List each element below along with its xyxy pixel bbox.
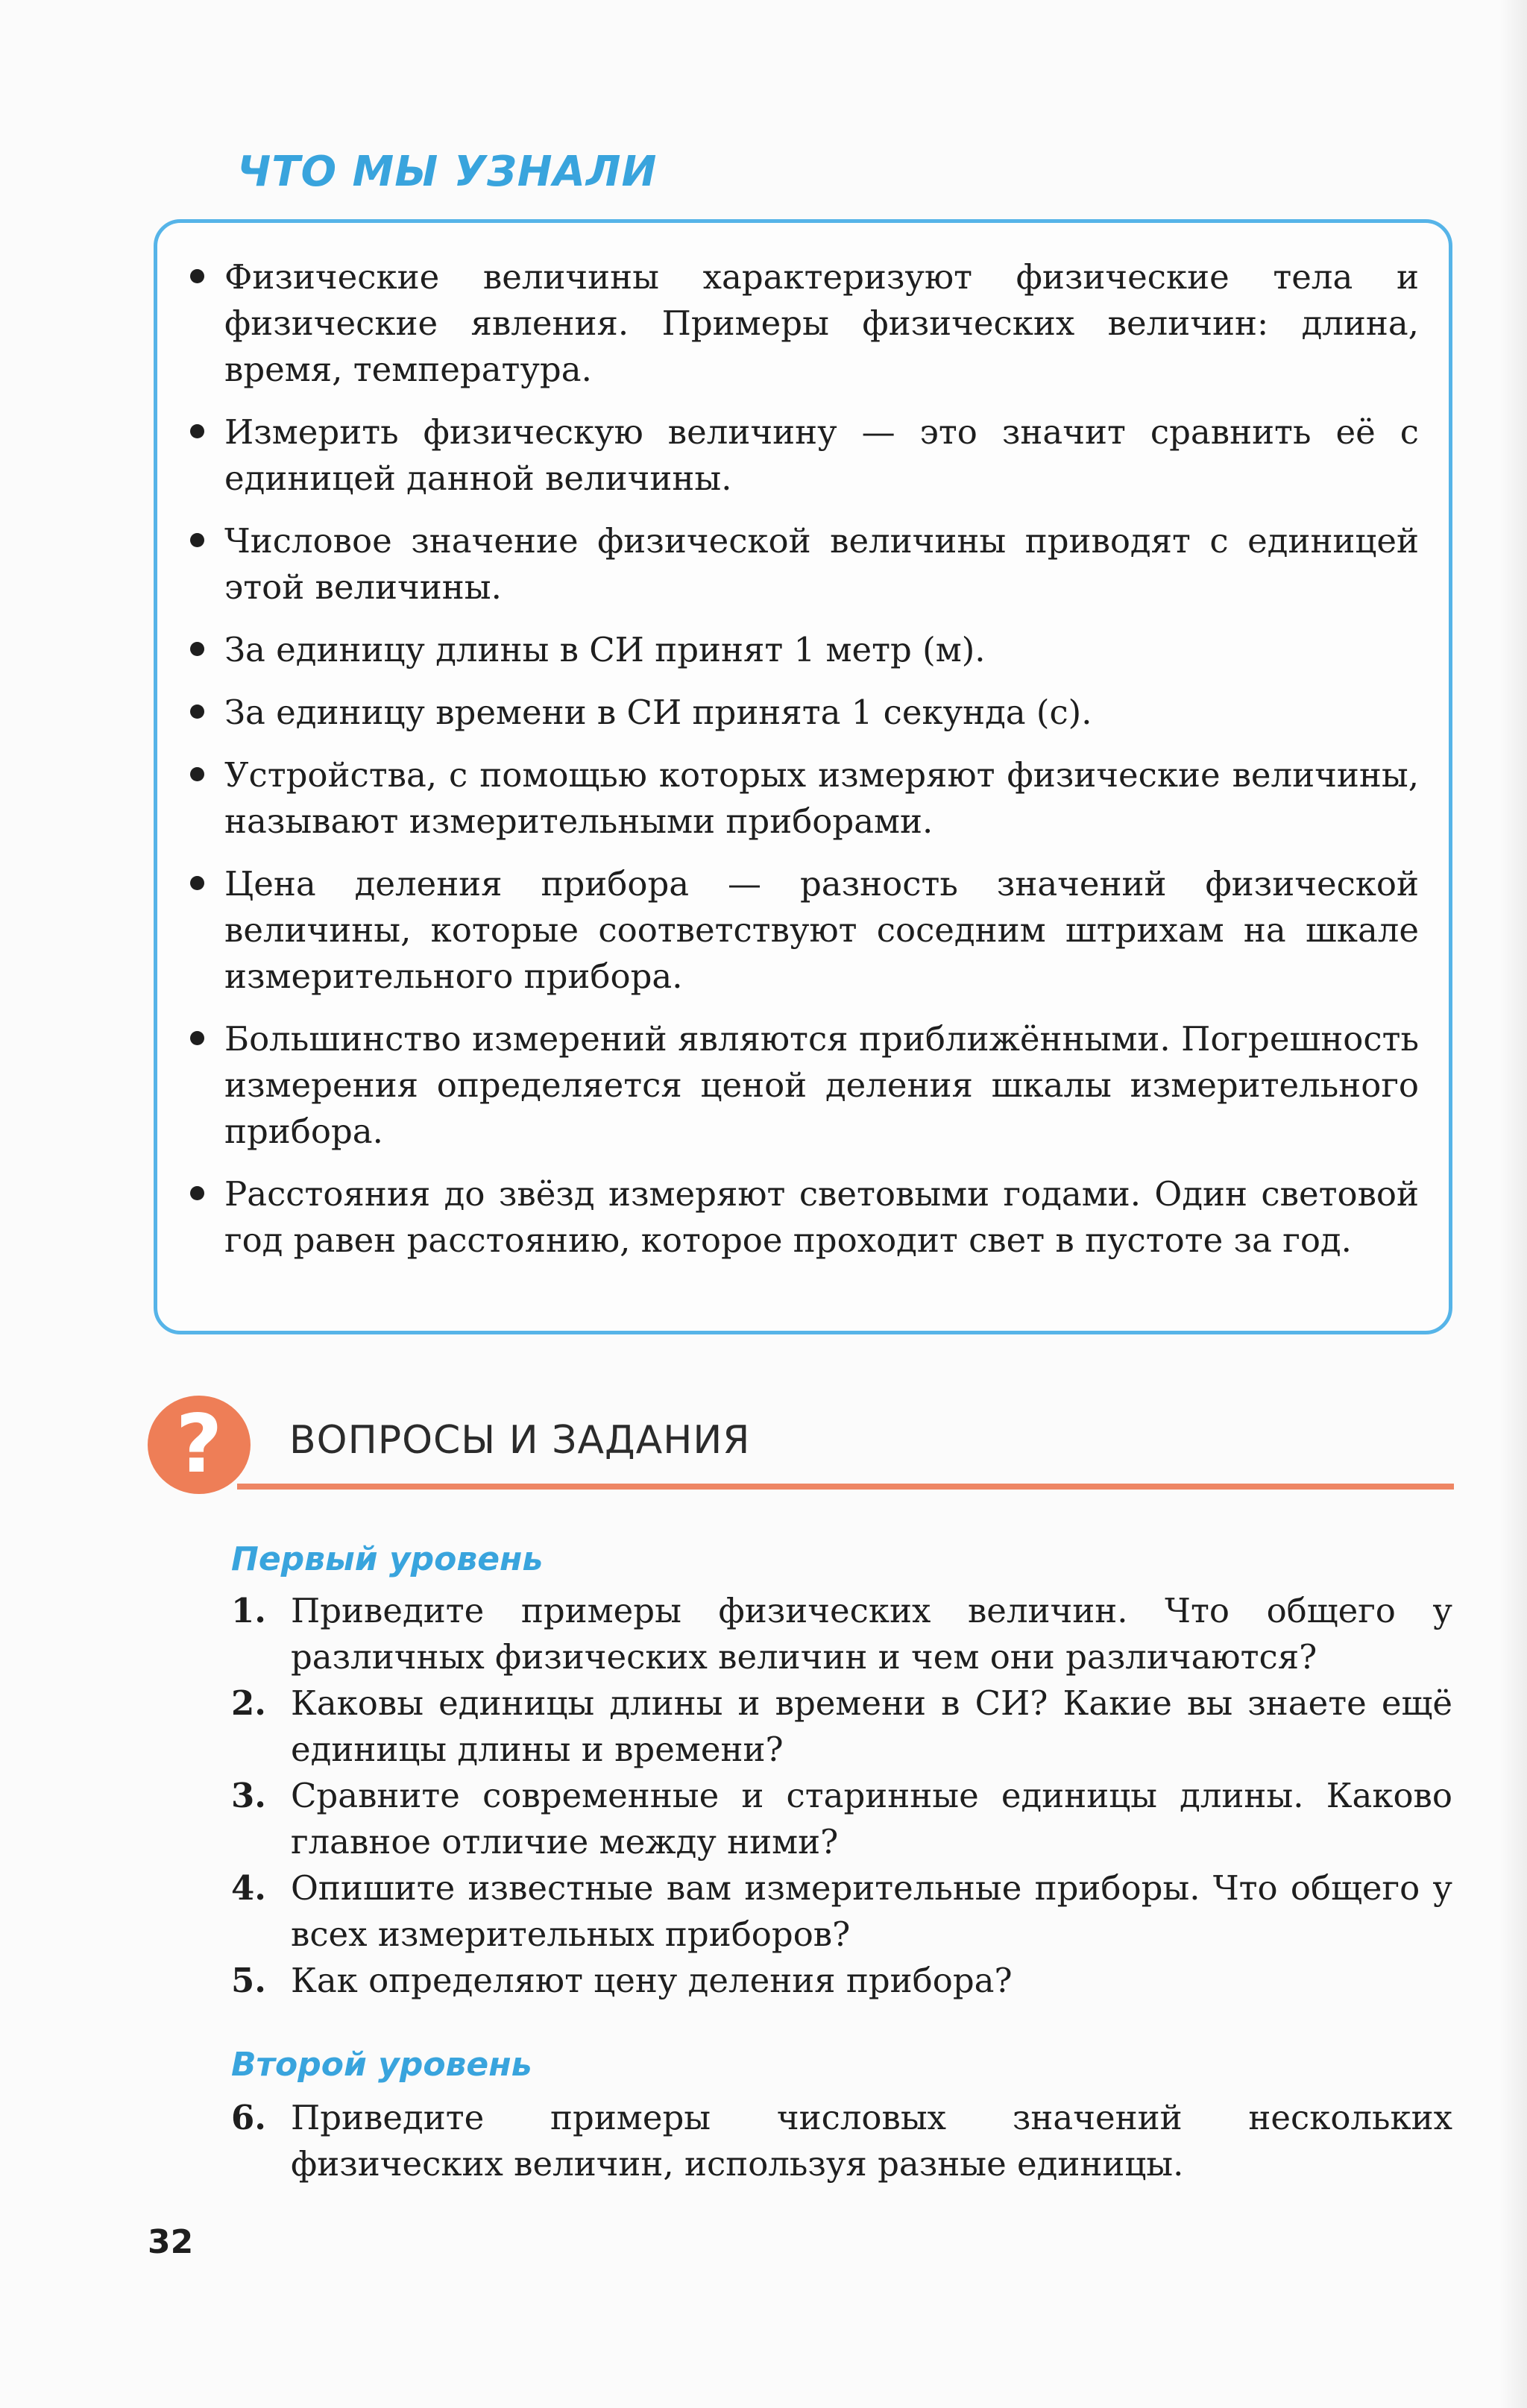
summary-item-text: За единицу времени в СИ принята 1 секунда (с). [224, 693, 1092, 732]
task-item [224, 1680, 1452, 1773]
page-edge-shadow [1500, 0, 1527, 2408]
section-divider [237, 1484, 1454, 1490]
summary-item-text: Измерить физическую величину — это значит сравнить её с единицей данной величины. [224, 412, 1419, 498]
summary-item [187, 752, 1419, 845]
bullet-icon [190, 876, 204, 890]
summary-item [187, 409, 1419, 502]
task-item [224, 1865, 1452, 1958]
task-text: Сравните современные и старинные единицы длины. Каково главное отличие между ними? [291, 1776, 1452, 1862]
task-number: 2. [231, 1683, 266, 1723]
summary-box [154, 219, 1452, 1334]
task-item [224, 1773, 1452, 1865]
bullet-icon [190, 269, 204, 283]
task-list-first [224, 1588, 1452, 2004]
task-text: Приведите примеры числовых значений нескольких физических величин, используя разные единицы. [291, 2098, 1452, 2184]
summary-item-text: Устройства, с помощью которых измеряют физические величины, называют измерительными приборами. [224, 755, 1419, 841]
bullet-icon [190, 642, 204, 656]
summary-item-text: Цена деления прибора — разность значений физической величины, которые соответствуют соседним штрихам на шкале измерительного прибора. [224, 864, 1419, 996]
summary-list [187, 254, 1419, 1280]
task-number: 6. [231, 2098, 266, 2137]
task-item [224, 1958, 1452, 2004]
bullet-icon [190, 705, 204, 719]
summary-item [187, 1171, 1419, 1264]
page-number: 32 [148, 2223, 194, 2261]
task-number: 5. [231, 1961, 266, 2000]
questions-title: ВОПРОСЫ И ЗАДАНИЯ [289, 1418, 751, 1463]
task-item [224, 2095, 1452, 2187]
bullet-icon [190, 1186, 204, 1200]
task-text: Как определяют цену деления прибора? [291, 1961, 1013, 2000]
summary-item-text: Физические величины характеризуют физические тела и физические явления. Примеры физических величин: длина, время, температура. [224, 257, 1419, 389]
bullet-icon [190, 424, 204, 438]
task-number: 4. [231, 1868, 266, 1908]
summary-item-text: За единицу длины в СИ принят 1 метр (м). [224, 630, 986, 669]
bullet-icon [190, 533, 204, 547]
task-list-second [224, 2095, 1452, 2187]
task-number: 3. [231, 1776, 266, 1815]
questions-header [148, 1393, 1454, 1497]
summary-item-text: Расстояния до звёзд измеряют световыми годами. Один световой год равен расстоянию, которое проходит свет в пустоте за год. [224, 1174, 1419, 1260]
task-text: Опишите известные вам измерительные приборы. Что общего у всех измерительных приборов? [291, 1868, 1452, 1954]
summary-heading: ЧТО МЫ УЗНАЛИ [237, 148, 658, 196]
summary-item [187, 627, 1419, 673]
task-item [224, 1588, 1452, 1680]
summary-item-text: Большинство измерений являются приближёнными. Погрешность измерения определяется ценой деления шкалы измерительного прибора. [224, 1019, 1419, 1151]
task-text: Приведите примеры физических величин. Что общего у различных физических величин и чем они различаются? [291, 1591, 1452, 1677]
task-number: 1. [231, 1591, 266, 1630]
bullet-icon [190, 767, 204, 781]
summary-item [187, 861, 1419, 1000]
question-mark-icon [148, 1396, 251, 1494]
bullet-icon [190, 1031, 204, 1045]
summary-item-text: Числовое значение физической величины приводят с единицей этой величины. [224, 521, 1419, 607]
question-mark-symbol: ? [175, 1398, 223, 1491]
level-heading-first: Первый уровень [231, 1540, 544, 1578]
level-heading-second: Второй уровень [231, 2046, 532, 2084]
summary-item [187, 690, 1419, 736]
summary-item [187, 518, 1419, 611]
summary-item [187, 254, 1419, 393]
summary-item [187, 1016, 1419, 1155]
task-text: Каковы единицы длины и времени в СИ? Какие вы знаете ещё единицы длины и времени? [291, 1683, 1452, 1769]
